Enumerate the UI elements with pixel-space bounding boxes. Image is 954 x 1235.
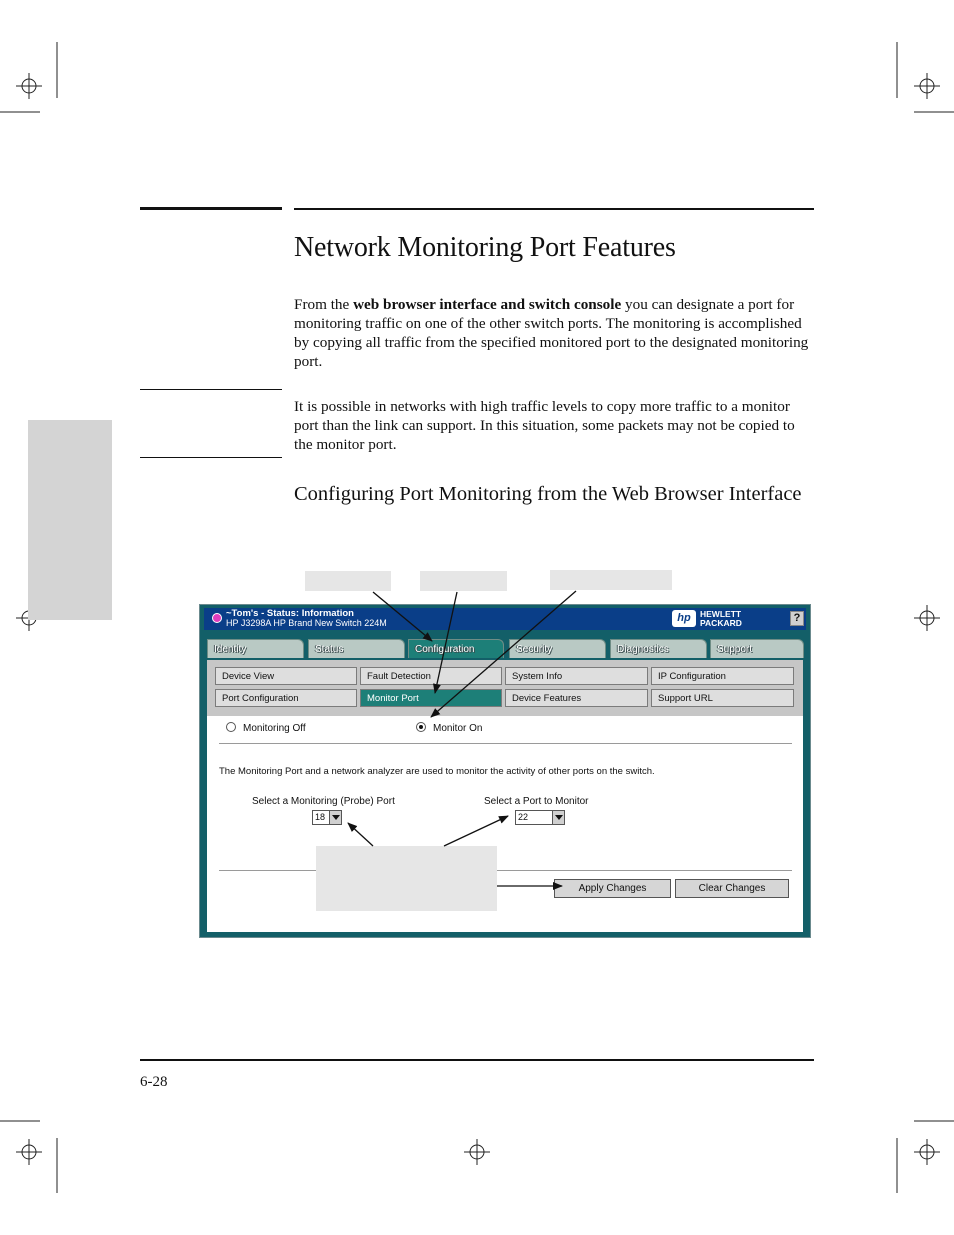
intro-bold: web browser interface and switch console [353,296,622,313]
help-button[interactable]: ? [790,611,804,626]
radio-off-label: Monitoring Off [243,723,306,734]
intro-paragraph [294,295,814,371]
note-rule-bottom [140,457,282,458]
probe-port-value: 18 [315,812,326,822]
divider [219,870,792,871]
intro-rest: you can designate a port for monitoring traffic on one of the other switch ports. The monitoring is accomplished by copying all traffic from the specified monitored port to the designated monitoring port. [294,296,809,370]
tab-diagnostics[interactable]: Diagnostics [610,639,707,658]
tab-status[interactable]: Status [308,639,405,658]
chevron-down-icon [329,811,341,824]
subnav-bar [207,660,803,716]
title-bar [204,608,806,630]
probe-port-label: Select a Monitoring (Probe) Port [252,796,395,807]
header-rule-left [140,207,282,210]
subnav-support-url[interactable]: Support URL [651,689,794,707]
clear-changes-button[interactable]: Clear Changes [675,879,789,898]
tab-security[interactable]: Security [509,639,606,658]
page-number: 6-28 [140,1074,168,1090]
subnav-device-view[interactable]: Device View [215,667,357,685]
window-title: ~Tom's - Status: Information [226,608,354,619]
description-text: The Monitoring Port and a network analyzer are used to monitor the activity of other ports on the switch. [219,766,655,777]
brand-line-2: PACKARD [700,618,742,628]
monitor-port-select[interactable] [515,810,565,825]
callout-box [420,571,507,591]
subnav-device-features[interactable]: Device Features [505,689,648,707]
radio-off-icon [226,722,236,732]
chevron-down-icon [552,811,564,824]
subnav-ip-configuration[interactable]: IP Configuration [651,667,794,685]
callout-box [550,570,672,590]
subnav-monitor-port[interactable]: Monitor Port [360,689,502,707]
probe-port-select[interactable] [312,810,342,825]
subnav-system-info[interactable]: System Info [505,667,648,685]
monitor-port-label: Select a Port to Monitor [484,796,589,807]
divider [219,743,792,744]
tab-support[interactable]: Support [710,639,804,658]
subnav-port-configuration[interactable]: Port Configuration [215,689,357,707]
callout-box [305,571,391,591]
note-rule-top [140,389,282,390]
intro-prefix: From the [294,296,354,313]
header-rule-right [294,208,814,210]
browser-screenshot [199,604,811,938]
tab-identity[interactable]: Identity [207,639,304,658]
apply-changes-button[interactable]: Apply Changes [554,879,671,898]
radio-on-icon [416,722,426,732]
footer-rule [140,1059,814,1061]
chapter-side-tab [28,420,112,620]
page-title: Network Monitoring Port Features [294,232,676,263]
brand-name [700,610,742,628]
status-dot-icon [212,613,222,623]
config-panel [207,660,803,932]
note-paragraph: It is possible in networks with high traffic levels to copy more traffic to a monitor port than the link can support. In this situation, some packets may not be copied to the monitor port. [294,398,795,453]
brand-line-1: HEWLETT [700,609,742,619]
radio-on-label: Monitor On [433,723,483,734]
section-title: Configuring Port Monitoring from the Web Browser Interface [294,483,802,505]
radio-monitoring-off[interactable] [226,722,306,734]
tab-configuration[interactable]: Configuration [408,639,504,658]
device-name: HP J3298A HP Brand New Switch 224M [226,618,387,628]
callout-box [316,846,497,911]
hp-logo-icon: hp [672,610,696,627]
monitor-port-value: 22 [518,812,529,822]
radio-monitor-on[interactable] [416,722,482,734]
subnav-fault-detection[interactable]: Fault Detection [360,667,502,685]
